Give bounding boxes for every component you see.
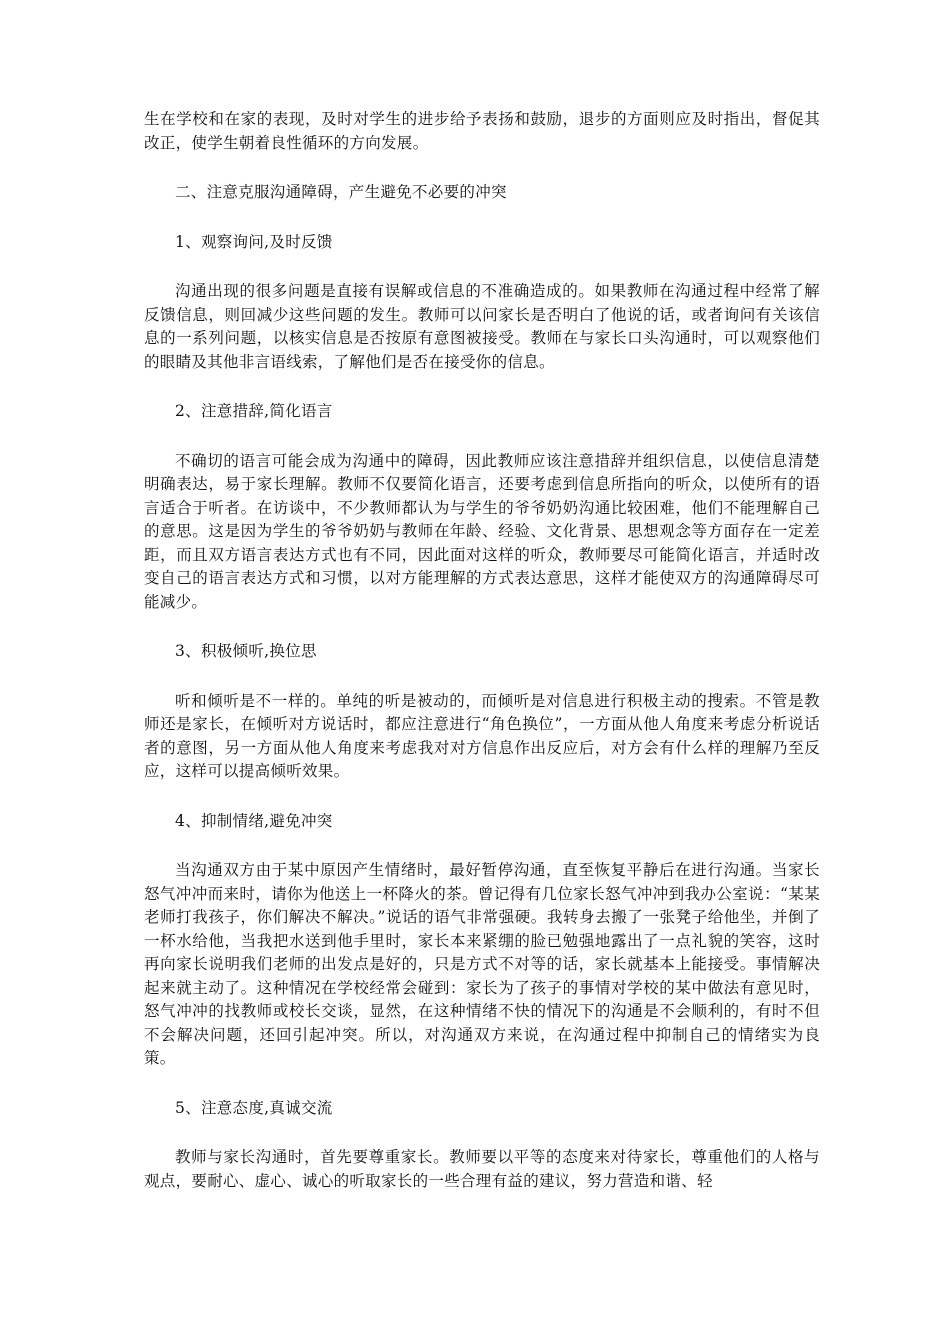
paragraph: 听和倾听是不一样的。单纯的听是被动的，而倾听是对信息进行积极主动的搜索。不管是教师还是家长，在倾听对方说话时，都应注意进行“角色换位”，一方面从他人角度来考虑分析说话者的意图，另一方面从他人角度来考虑我对对方信息作出反应后，对方会有什么样的理解乃至反应，这样可以提高倾听效果。 [144,691,820,780]
subsection-heading: 1、观察询问,及时反馈 [175,232,333,251]
paragraph: 不确切的语言可能会成为沟通中的障碍，因此教师应该注意措辞并组织信息，以使信息清楚明确表达，易于家长理解。教师不仅要简化语言，还要考虑到信息所指向的听众，以使所有的语言适合于听者。在访谈中，不少教师都认为与学生的爷爷奶奶沟通比较困难，他们不能理解自己的意思。这是因为学生的爷爷奶奶与教师在年龄、经验、文化背景、思想观念等方面存在一定差距，而且双方语言表达方式也有不同，因此面对这样的听众，教师要尽可能简化语言，并适时改变自己的语言表达方式和习惯，以对方能理解的方式表达意思，这样才能使双方的沟通障碍尽可能减少。 [144,451,820,611]
section-heading: 二、注意克服沟通障碍，产生避免不必要的冲突 [175,183,507,201]
subsection-heading: 4、抑制情绪,避免冲突 [175,811,333,830]
paragraph: 当沟通双方由于某中原因产生情绪时，最好暂停沟通，直至恢复平静后在进行沟通。当家长怒气冲冲而来时，请你为他送上一杯降火的茶。曾记得有几位家长怒气冲冲到我办公室说：“某某老师打我孩子，你们解决不解决。”说话的语气非常强硬。我转身去搬了一张凳子给他坐，并倒了一杯水给他，当我把水送到他手里时，家长本来紧绷的脸已勉强地露出了一点礼貌的笑容，这时再向家长说明我们老师的出发点是好的，只是方式不对等的话，家长就基本上能接受。事情解决起来就主动了。这种情况在学校经常会碰到：家长为了孩子的事情对学校的某中做法有意见时，怒气冲冲的找教师或校长交谈，显然，在这种情绪不快的情况下的沟通是不会顺利的，有时不但不会解决问题，还回引起冲突。所以，对沟通双方来说，在沟通过程中抑制自己的情绪实为良策。 [144,861,820,1067]
paragraph-continued: 生在学校和在家的表现，及时对学生的进步给予表扬和鼓励，退步的方面则应及时指出，督促其改正，使学生朝着良性循环的方向发展。 [144,110,820,152]
subsection-heading: 3、积极倾听,换位思 [175,642,317,660]
paragraph: 沟通出现的很多问题是直接有误解或信息的不准确造成的。如果教师在沟通过程中经常了解反馈信息，则回减少这些问题的发生。教师可以问家长是否明白了他说的话，或者询问有关该信息的一系列问题，以核实信息是否按原有意图被接受。教师在与家长口头沟通时，可以观察他们的眼睛及其他非言语线索，了解他们是否在接受你的信息。 [144,282,820,371]
subsection-heading: 5、注意态度,真诚交流 [175,1098,333,1117]
paragraph: 教师与家长沟通时，首先要尊重家长。教师要以平等的态度来对待家长，尊重他们的人格与观点，要耐心、虚心、诚心的听取家长的一些合理有益的建议，努力营造和谐、轻 [144,1148,820,1190]
document-body [144,108,820,1219]
subsection-heading: 2、注意措辞,简化语言 [175,402,333,420]
